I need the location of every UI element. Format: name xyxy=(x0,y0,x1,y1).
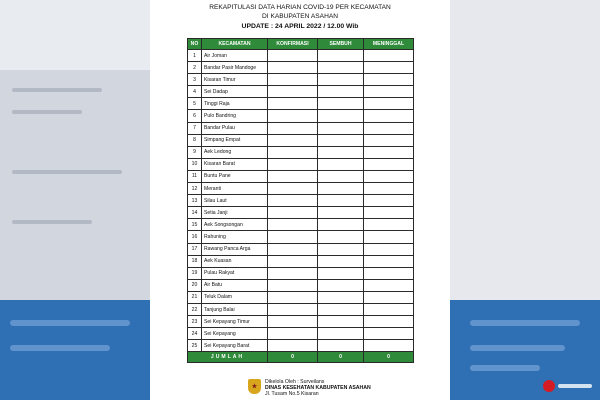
row-kecamatan: Sei Kepayang Barat xyxy=(202,340,268,352)
row-kecamatan: Air Joman xyxy=(202,50,268,62)
row-kecamatan: Air Batu xyxy=(202,279,268,291)
row-number: 10 xyxy=(188,158,202,170)
table-row xyxy=(188,134,414,146)
row-number: 8 xyxy=(188,134,202,146)
table-row xyxy=(188,291,414,303)
row-number: 9 xyxy=(188,146,202,158)
row-meninggal xyxy=(364,219,414,231)
table-body xyxy=(188,50,414,352)
row-konfirmasi xyxy=(268,183,318,195)
total-meninggal: 0 xyxy=(364,352,414,363)
row-number: 7 xyxy=(188,122,202,134)
row-number: 20 xyxy=(188,279,202,291)
row-konfirmasi xyxy=(268,255,318,267)
total-konfirmasi: 0 xyxy=(268,352,318,363)
table-row xyxy=(188,86,414,98)
table-row xyxy=(188,183,414,195)
row-kecamatan: Bandar Pasir Mandoge xyxy=(202,62,268,74)
row-number: 17 xyxy=(188,243,202,255)
total-label: JUMLAH xyxy=(188,352,268,363)
row-number: 21 xyxy=(188,291,202,303)
row-sembuh xyxy=(318,122,364,134)
row-konfirmasi xyxy=(268,50,318,62)
row-kecamatan: Sei Kepayang Timur xyxy=(202,316,268,328)
row-number: 18 xyxy=(188,255,202,267)
table-row xyxy=(188,74,414,86)
row-sembuh xyxy=(318,98,364,110)
document-subtitle: DI KABUPATEN ASAHAN xyxy=(262,13,338,20)
row-kecamatan: Buntu Pane xyxy=(202,170,268,182)
row-number: 3 xyxy=(188,74,202,86)
row-kecamatan: Bandar Pulau xyxy=(202,122,268,134)
row-meninggal xyxy=(364,328,414,340)
row-number: 24 xyxy=(188,328,202,340)
blurred-text xyxy=(10,345,110,351)
row-sembuh xyxy=(318,74,364,86)
row-sembuh xyxy=(318,207,364,219)
row-number: 4 xyxy=(188,86,202,98)
row-konfirmasi xyxy=(268,110,318,122)
row-meninggal xyxy=(364,267,414,279)
row-number: 5 xyxy=(188,98,202,110)
table-row xyxy=(188,267,414,279)
row-sembuh xyxy=(318,243,364,255)
blurred-text xyxy=(12,220,92,224)
row-sembuh xyxy=(318,328,364,340)
row-meninggal xyxy=(364,340,414,352)
row-kecamatan: Setia Janji xyxy=(202,207,268,219)
row-sembuh xyxy=(318,219,364,231)
table-row xyxy=(188,110,414,122)
row-konfirmasi xyxy=(268,243,318,255)
row-meninggal xyxy=(364,122,414,134)
row-sembuh xyxy=(318,316,364,328)
row-kecamatan: Meranti xyxy=(202,183,268,195)
row-kecamatan: Kisaran Barat xyxy=(202,158,268,170)
row-konfirmasi xyxy=(268,207,318,219)
row-konfirmasi xyxy=(268,98,318,110)
row-meninggal xyxy=(364,207,414,219)
row-konfirmasi xyxy=(268,291,318,303)
row-number: 25 xyxy=(188,340,202,352)
blurred-text xyxy=(12,110,82,114)
row-konfirmasi xyxy=(268,62,318,74)
row-kecamatan: Sei Dadap xyxy=(202,86,268,98)
row-konfirmasi xyxy=(268,195,318,207)
row-konfirmasi xyxy=(268,122,318,134)
row-meninggal xyxy=(364,50,414,62)
table-row xyxy=(188,316,414,328)
row-konfirmasi xyxy=(268,146,318,158)
row-meninggal xyxy=(364,134,414,146)
background-right-panel xyxy=(450,0,600,300)
row-number: 1 xyxy=(188,50,202,62)
row-konfirmasi xyxy=(268,86,318,98)
row-meninggal xyxy=(364,158,414,170)
row-konfirmasi xyxy=(268,219,318,231)
row-meninggal xyxy=(364,303,414,315)
row-sembuh xyxy=(318,50,364,62)
column-header-kecamatan: KECAMATAN xyxy=(202,39,268,50)
row-number: 11 xyxy=(188,170,202,182)
row-number: 2 xyxy=(188,62,202,74)
row-number: 13 xyxy=(188,195,202,207)
row-meninggal xyxy=(364,110,414,122)
site-watermark-logo xyxy=(543,380,592,392)
row-number: 19 xyxy=(188,267,202,279)
row-number: 6 xyxy=(188,110,202,122)
row-konfirmasi xyxy=(268,170,318,182)
row-kecamatan: Simpang Empat xyxy=(202,134,268,146)
footer-agency: DINAS KESEHATAN KABUPATEN ASAHAN xyxy=(265,385,371,391)
row-sembuh xyxy=(318,255,364,267)
row-kecamatan: Sei Kepayang xyxy=(202,328,268,340)
blurred-text xyxy=(12,170,122,174)
table-row xyxy=(188,231,414,243)
row-meninggal xyxy=(364,62,414,74)
table-row xyxy=(188,62,414,74)
row-kecamatan: Silau Laut xyxy=(202,195,268,207)
row-sembuh xyxy=(318,303,364,315)
footer-managed-by: Dikelola Oleh : Surveilans xyxy=(265,379,325,385)
row-kecamatan: Rawang Panca Arga xyxy=(202,243,268,255)
row-number: 22 xyxy=(188,303,202,315)
blurred-text xyxy=(470,345,565,351)
table-row xyxy=(188,207,414,219)
table-row xyxy=(188,195,414,207)
row-kecamatan: Tinggi Raja xyxy=(202,98,268,110)
table-row xyxy=(188,158,414,170)
column-header-sembuh: SEMBUH xyxy=(318,39,364,50)
row-number: 12 xyxy=(188,183,202,195)
footer-address: Jl. Tusam No.5 Kisaran xyxy=(265,391,319,397)
report-document xyxy=(150,0,450,400)
blurred-text xyxy=(470,320,580,326)
table-row xyxy=(188,279,414,291)
total-sembuh: 0 xyxy=(318,352,364,363)
row-meninggal xyxy=(364,255,414,267)
row-meninggal xyxy=(364,316,414,328)
row-kecamatan: Rahuning xyxy=(202,231,268,243)
row-sembuh xyxy=(318,267,364,279)
column-header-no: NO xyxy=(188,39,202,50)
row-kecamatan: Aek Kuasan xyxy=(202,255,268,267)
table-total-row xyxy=(188,352,414,363)
government-emblem-icon: ★ xyxy=(248,379,261,394)
column-header-konfirmasi: KONFIRMASI xyxy=(268,39,318,50)
row-konfirmasi xyxy=(268,340,318,352)
row-kecamatan: Pulo Bandring xyxy=(202,110,268,122)
recap-table xyxy=(187,38,414,363)
blurred-text xyxy=(10,320,130,326)
row-konfirmasi xyxy=(268,231,318,243)
row-number: 14 xyxy=(188,207,202,219)
document-footer xyxy=(248,379,371,397)
row-kecamatan: Tanjung Balai xyxy=(202,303,268,315)
row-sembuh xyxy=(318,291,364,303)
row-kecamatan: Pulau Rakyat xyxy=(202,267,268,279)
row-sembuh xyxy=(318,279,364,291)
row-konfirmasi xyxy=(268,328,318,340)
row-sembuh xyxy=(318,195,364,207)
table-row xyxy=(188,50,414,62)
row-konfirmasi xyxy=(268,303,318,315)
row-meninggal xyxy=(364,86,414,98)
row-kecamatan: Aek Songsongan xyxy=(202,219,268,231)
row-konfirmasi xyxy=(268,158,318,170)
row-meninggal xyxy=(364,183,414,195)
document-update-date: UPDATE : 24 APRIL 2022 / 12.00 Wib xyxy=(241,23,359,30)
row-kecamatan: Aek Ledong xyxy=(202,146,268,158)
row-meninggal xyxy=(364,74,414,86)
row-meninggal xyxy=(364,279,414,291)
table-row xyxy=(188,122,414,134)
row-konfirmasi xyxy=(268,279,318,291)
logo-wordmark xyxy=(558,384,592,388)
row-number: 16 xyxy=(188,231,202,243)
row-meninggal xyxy=(364,195,414,207)
row-konfirmasi xyxy=(268,134,318,146)
row-meninggal xyxy=(364,231,414,243)
row-konfirmasi xyxy=(268,316,318,328)
row-meninggal xyxy=(364,243,414,255)
table-row xyxy=(188,255,414,267)
row-meninggal xyxy=(364,98,414,110)
table-row xyxy=(188,170,414,182)
row-sembuh xyxy=(318,110,364,122)
row-konfirmasi xyxy=(268,267,318,279)
row-sembuh xyxy=(318,62,364,74)
table-row xyxy=(188,328,414,340)
row-number: 15 xyxy=(188,219,202,231)
row-meninggal xyxy=(364,170,414,182)
document-title: REKAPITULASI DATA HARIAN COVID-19 PER KECAMATAN xyxy=(209,4,391,11)
row-sembuh xyxy=(318,134,364,146)
row-meninggal xyxy=(364,146,414,158)
table-row xyxy=(188,146,414,158)
blurred-text xyxy=(12,88,102,92)
table-row xyxy=(188,243,414,255)
background-page-header xyxy=(0,0,150,70)
row-konfirmasi xyxy=(268,74,318,86)
row-number: 23 xyxy=(188,316,202,328)
table-row xyxy=(188,340,414,352)
logo-icon xyxy=(543,380,555,392)
column-header-meninggal: MENINGGAL xyxy=(364,39,414,50)
row-sembuh xyxy=(318,231,364,243)
row-kecamatan: Teluk Dalam xyxy=(202,291,268,303)
row-sembuh xyxy=(318,183,364,195)
table-header-row xyxy=(188,39,414,50)
row-kecamatan: Kisaran Timur xyxy=(202,74,268,86)
row-meninggal xyxy=(364,291,414,303)
blurred-text xyxy=(470,365,540,371)
row-sembuh xyxy=(318,86,364,98)
row-sembuh xyxy=(318,146,364,158)
table-row xyxy=(188,303,414,315)
table-row xyxy=(188,219,414,231)
background-sidebar xyxy=(0,70,150,300)
table-row xyxy=(188,98,414,110)
row-sembuh xyxy=(318,158,364,170)
row-sembuh xyxy=(318,340,364,352)
row-sembuh xyxy=(318,170,364,182)
